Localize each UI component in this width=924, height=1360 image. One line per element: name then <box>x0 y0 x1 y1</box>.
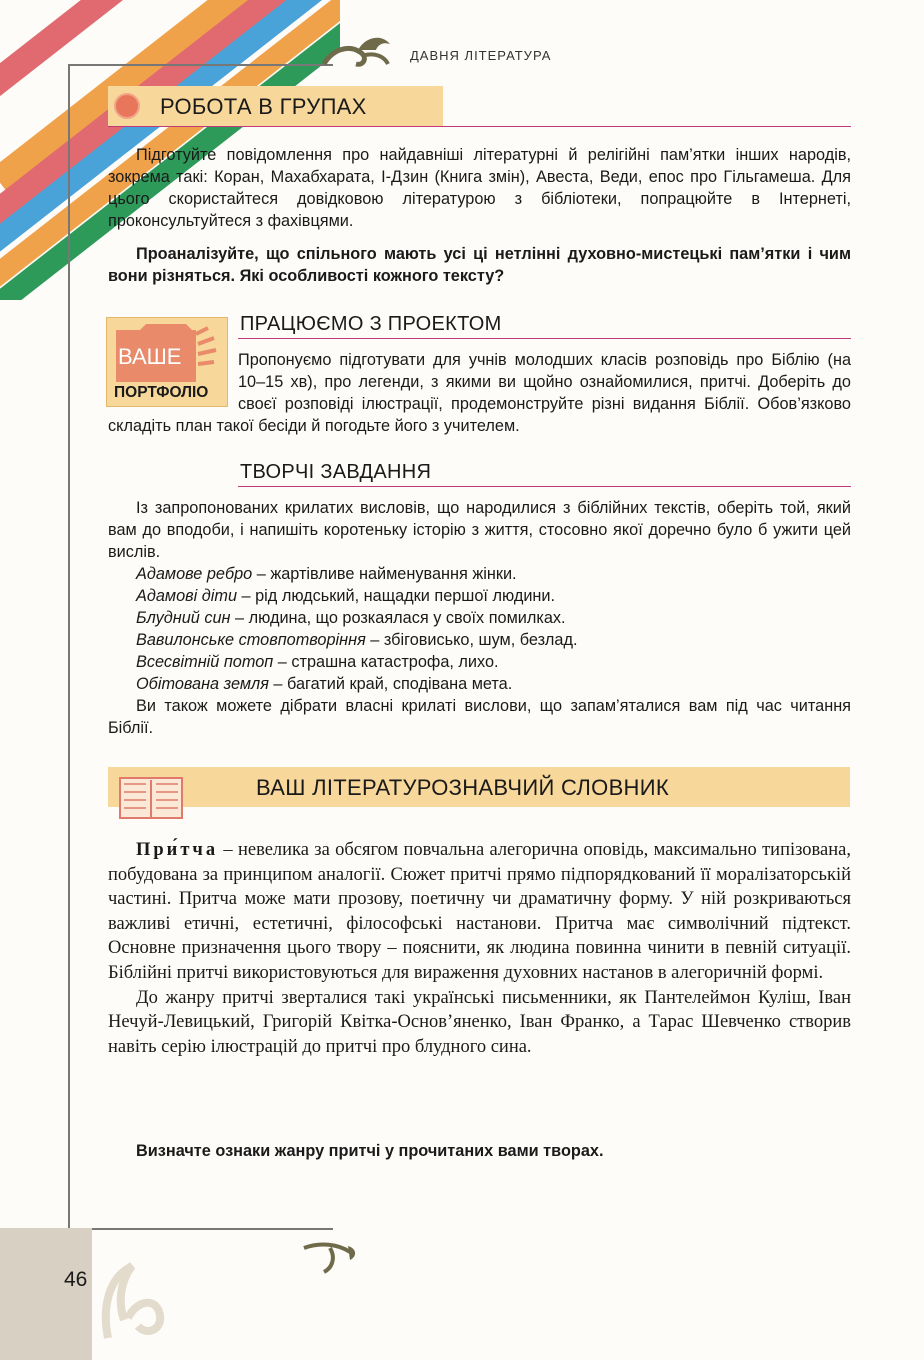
project-text-block <box>108 349 851 437</box>
top-ornament-icon <box>318 30 394 72</box>
list-item: Блудний син – людина, що розкаялася у своїх помилках. <box>136 609 566 627</box>
glossary-title: ВАШ ЛІТЕРАТУРОЗНАВЧИЙ СЛОВНИК <box>256 775 669 800</box>
group-work-rule <box>108 126 851 127</box>
page-corner-block <box>0 1228 92 1360</box>
page-frame-bottom <box>68 1228 333 1230</box>
list-item: Всесвітній потоп – страшна катастрофа, лихо. <box>136 653 499 671</box>
glossary-term: При́тча <box>136 840 219 860</box>
glossary-task: Визначте ознаки жанру притчі у прочитаних вами творах. <box>136 1142 604 1160</box>
circle-bullet-icon <box>113 92 141 120</box>
corner-flourish-icon <box>98 1258 168 1342</box>
page-number: 46 <box>64 1268 88 1291</box>
creative-outro: Ви також можете дібрати власні крилаті вислови, що запам’яталися вам під час читання Біблії. <box>108 697 851 737</box>
group-work-paragraph-2: Проаналізуйте, що спільного мають усі ці нетлінні духовно-мистецькі пам’ятки і чим вони різняться. Які особливості кожного тексту? <box>108 245 851 285</box>
project-text: Пропонуємо підготувати для учнів молодших класів розповідь про Біблію (на 10–15 хв), про легенди, з якими ви щойно ознайомилися, притчі. Доберіть до своєї розповіді ілюстрації, продемонструйте різні видання Біблії. Обов’язково складіть план такої бесіди й погодьте його з учителем. <box>108 351 851 435</box>
list-item: Вавилонське стовпотворіння – збіговисько, шум, безлад. <box>136 631 578 649</box>
project-rule <box>238 338 851 339</box>
glossary-paragraph-2: До жанру притчі зверталися такі українські письменники, як Пантелеймон Куліш, Іван Нечуй-Левицький, Григорій Квітка-Основ’яненко, Іван Франко, а Тарас Шевченко створив навіть серію ілюстрацій до притчі про блудного сина. <box>108 987 851 1057</box>
creative-intro: Із запропонованих крилатих висловів, що народилися з біблійних текстів, оберіть той, який вам до вподоби, і напишіть коротеньку історію з життя, стосовно якої доречно було б ужити цей вислів. <box>108 499 851 561</box>
project-title: ПРАЦЮЄМО З ПРОЕКТОМ <box>240 313 502 335</box>
bottom-ornament-icon <box>300 1238 360 1278</box>
portfolio-badge-line2: ПОРТФОЛІО <box>114 384 209 401</box>
group-work-title: РОБОТА В ГРУПАХ <box>160 94 367 119</box>
portfolio-badge-line1: ВАШЕ <box>118 344 182 369</box>
page-frame-left <box>68 64 70 1229</box>
creative-rule <box>238 486 851 487</box>
open-book-icon <box>118 772 184 824</box>
list-item: Адамові діти – рід людський, нащадки першої людини. <box>136 587 556 605</box>
creative-block <box>108 497 851 739</box>
glossary-block <box>108 838 851 1059</box>
glossary-definition: При́тча – невелика за обсягом повчальна алегорична оповідь, максимально типізована, побудована за принципом аналогії. Сюжет притчі прямо підпорядкований її моралізаторській частині. Притча може мати прозову, поетичну чи драматичну форму. У ній розкриваються важливі етичні, естетичні, філософські настанови. Притча має символічний підтекст. Основне призначення цього твору – пояснити, як людина повинна чинити в певній ситуації. Біблійні притчі використовуються для вираження духовних настанов в алегоричній формі. <box>108 840 851 983</box>
running-title: ДАВНЯ ЛІТЕРАТУРА <box>410 48 552 63</box>
page-frame-top <box>68 64 333 66</box>
list-item: Адамове ребро – жартівливе найменування жінки. <box>136 565 517 583</box>
group-work-paragraph-1: Підготуйте повідомлення про найдавніші літературні й релігійні пам’ятки інших народів, зокрема такі: Коран, Махабхарата, І-Дзин (Книга змін), Авеста, Веди, епос про Гільгамеша. Для цього скористайтеся довідковою літературою з бібліотеки, попрацюйте в Інтернеті, проконсультуйтеся з фахівцями. <box>108 146 851 230</box>
list-item: Обітована земля – багатий край, сподівана мета. <box>136 675 513 693</box>
creative-title: ТВОРЧІ ЗАВДАННЯ <box>240 461 432 483</box>
